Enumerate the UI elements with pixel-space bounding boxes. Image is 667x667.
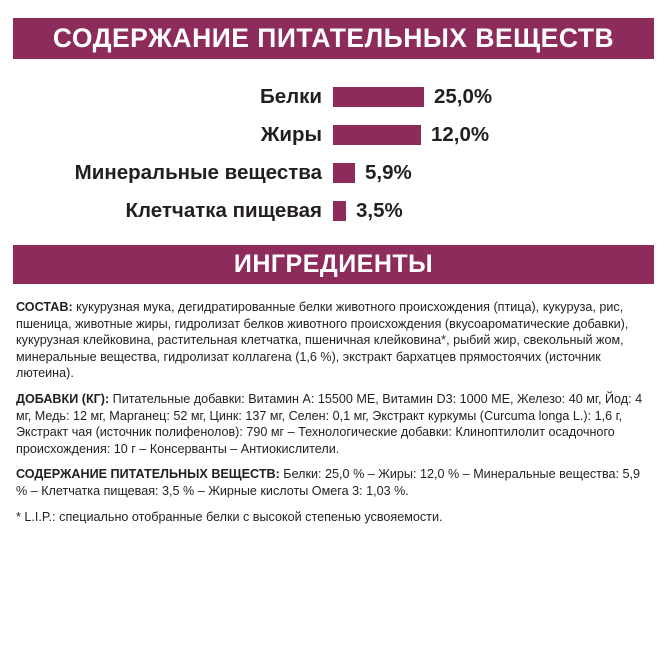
- chart-row: [13, 116, 654, 154]
- composition-paragraph: [16, 299, 653, 382]
- analysis-text: Белки: 25,0 % – Жиры: 12,0 % – Минеральные вещества: 5,9 % – Клетчатка пищевая: 3,5 % – Жирные кислоты Омега 3: 1,03 %.: [16, 467, 641, 498]
- chart-value-label: 5,9%: [365, 161, 412, 184]
- ingredients-body: [16, 299, 653, 525]
- chart-bar: [333, 125, 421, 145]
- chart-bar: [333, 87, 424, 107]
- chart-bar: [333, 201, 346, 221]
- chart-category-label: Белки: [259, 85, 322, 108]
- composition-label: СОСТАВ:: [16, 300, 73, 314]
- nutrient-bar-chart: [13, 78, 654, 230]
- chart-value-label: 25,0%: [434, 85, 493, 108]
- composition-text: кукурузная мука, дегидратированные белки животного происхождения (птица), кукуруза, рис, пшеница, животные жиры, гидролизат белков животного происхождения (вкусоароматические добавки), кукурузная клейковина, растительная клетчатка, пшеничная клейковина*, рыбий жир, свекольный жом, минеральные вещества, гидролизат коллагена (1,6 %), экстракт бархатцев прямостоячих (источник лютеина).: [16, 300, 629, 381]
- footnote-text: * L.I.P.: специально отобранные белки с высокой степенью усвояемости.: [16, 509, 443, 524]
- additives-label: ДОБАВКИ (КГ):: [16, 391, 110, 406]
- chart-bar: [333, 163, 355, 183]
- analysis-paragraph: [16, 466, 653, 499]
- nutrient-content-header: СОДЕРЖАНИЕ ПИТАТЕЛЬНЫХ ВЕЩЕСТВ: [13, 18, 654, 59]
- chart-category-label: Жиры: [260, 123, 322, 146]
- chart-row: [13, 78, 654, 116]
- chart-row: [13, 192, 654, 230]
- chart-value-label: 12,0%: [431, 123, 490, 146]
- ingredients-header: ИНГРЕДИЕНТЫ: [13, 245, 654, 284]
- chart-category-label: Минеральные вещества: [74, 161, 322, 184]
- chart-category-label: Клетчатка пищевая: [125, 199, 322, 222]
- chart-row: [13, 154, 654, 192]
- additives-text: Питательные добавки: Витамин А: 15500 МЕ, Витамин D3: 1000 МЕ, Железо: 40 мг, Йод: 4 мг, Медь: 12 мг, Марганец: 52 мг, Цинк: 137 мг, Селен: 0,1 мг, Экстракт куркумы (Curcuma longa L.): 1,6 г, Экстракт чая (источник полифенолов): 790 мг – Технологические добавки: Клиноптилолит осадочного происхождения: 10 г – Консерванты – Антиокислители.: [16, 391, 643, 456]
- additives-paragraph: [16, 391, 653, 457]
- chart-value-label: 3,5%: [356, 199, 403, 222]
- analysis-label: СОДЕРЖАНИЕ ПИТАТЕЛЬНЫХ ВЕЩЕСТВ:: [16, 467, 280, 482]
